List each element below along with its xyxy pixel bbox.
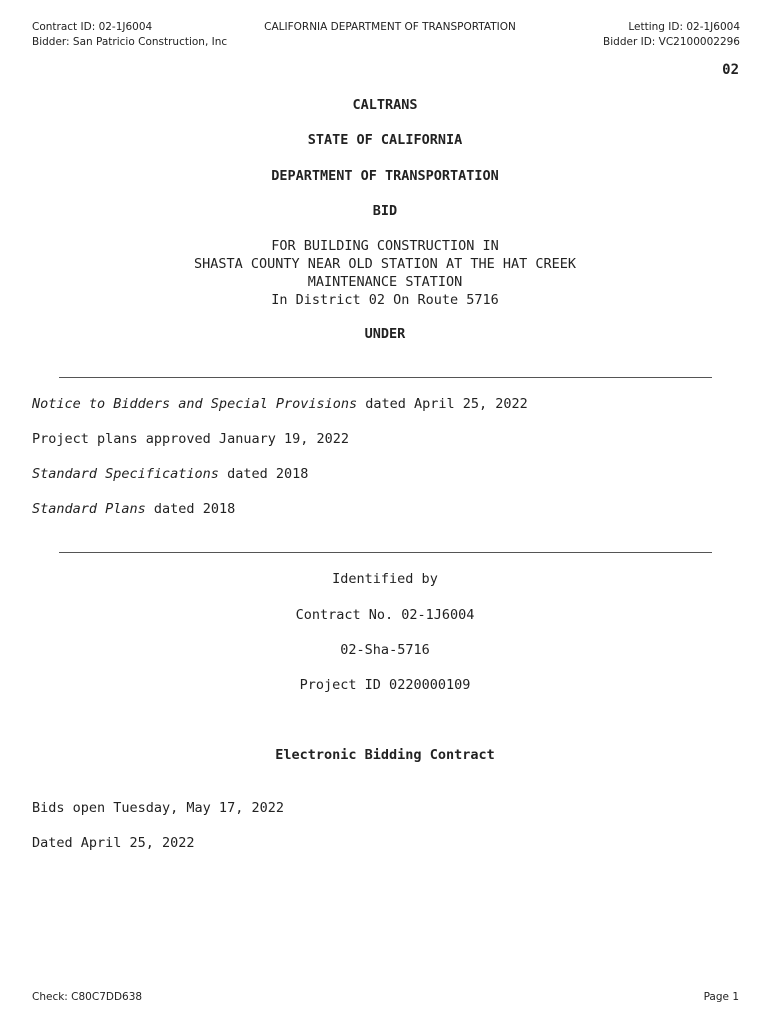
- reference-standard-plans-italic: Standard Plans: [32, 501, 146, 517]
- reference-specs: [32, 466, 308, 482]
- reference-plans: [32, 431, 349, 447]
- bidder-name: Bidder: San Patricio Construction, Inc: [32, 36, 228, 48]
- bidder-id: Bidder ID: VC2100002296: [603, 36, 740, 48]
- bids-open: Bids open Tuesday, May 17, 2022: [32, 800, 284, 816]
- divider-bottom: [59, 552, 712, 553]
- reference-standard-plans: [32, 501, 235, 517]
- letting-id: Letting ID: 02-1J6004: [628, 21, 740, 33]
- agency-title: CALTRANS: [352, 97, 418, 113]
- project-id: Project ID 0220000109: [299, 677, 471, 693]
- reference-specs-italic: Standard Specifications: [32, 466, 219, 482]
- doc-type-title: BID: [372, 203, 398, 219]
- reference-plans-plain: Project plans approved January 19, 2022: [32, 431, 349, 447]
- route-code: 02-Sha-5716: [340, 642, 430, 658]
- state-title: STATE OF CALIFORNIA: [307, 132, 463, 148]
- header-title: CALIFORNIA DEPARTMENT OF TRANSPORTATION: [264, 21, 516, 33]
- department-title: DEPARTMENT OF TRANSPORTATION: [271, 168, 499, 184]
- header-right: [603, 20, 740, 50]
- page-number: Page 1: [703, 991, 739, 1003]
- reference-notice: [32, 396, 528, 412]
- district-code: 02: [722, 62, 739, 78]
- reference-standard-plans-plain: dated 2018: [145, 501, 236, 517]
- dated: Dated April 25, 2022: [32, 835, 195, 851]
- divider-top: [59, 377, 712, 378]
- project-line-2: SHASTA COUNTY NEAR OLD STATION AT THE HAT CREEK: [193, 256, 576, 272]
- reference-notice-italic: Notice to Bidders and Special Provisions: [32, 396, 358, 412]
- project-line-4: In District 02 On Route 5716: [271, 292, 499, 308]
- project-line-3: MAINTENANCE STATION: [307, 274, 463, 290]
- contract-type: Electronic Bidding Contract: [275, 747, 495, 763]
- check-code: Check: C80C7DD638: [32, 991, 143, 1003]
- contract-number: Contract No. 02-1J6004: [295, 607, 475, 623]
- project-description: [0, 237, 770, 309]
- under-label: UNDER: [364, 326, 406, 342]
- contract-id: Contract ID: 02-1J6004: [32, 21, 153, 33]
- identified-by: Identified by: [332, 571, 438, 587]
- project-line-1: FOR BUILDING CONSTRUCTION IN: [271, 238, 499, 254]
- reference-notice-plain: dated April 25, 2022: [357, 396, 528, 412]
- reference-specs-plain: dated 2018: [218, 466, 309, 482]
